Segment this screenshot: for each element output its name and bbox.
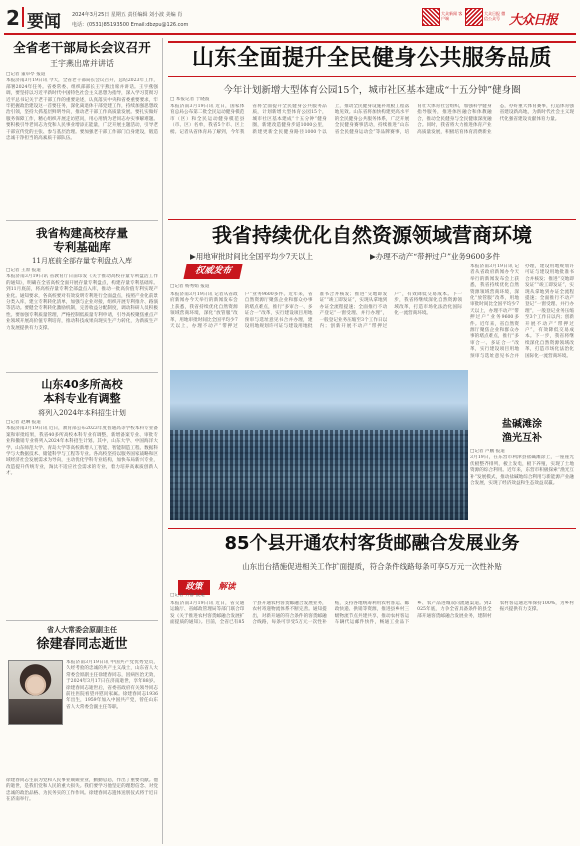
headline-line-1: 山东40多所高校 (41, 378, 123, 391)
bottom-subheadline: 山东出台措施促进相关工作扩面提质，符合条件线路每条可享5万元一次性补贴 (242, 562, 502, 571)
headline: 徐建春同志逝世 (36, 637, 128, 652)
article-elder-cadre-meeting (6, 40, 158, 186)
headline-line-2: 本科专业有调整 (43, 392, 121, 405)
headline-kicker: 省人大常委会原副主任 (47, 625, 117, 634)
mid-body-right: 本报济南3月19日讯 记者从省政府新闻办今天举行的新闻发布会上获悉，我省持续优化自然资源领域营商环境，深化“放管服”改革，用地审批时间比全国平均少7天以上，办理不动产“带押过户”业务9600多件。近年来，省自然资源厅聚焦企业和群众办事的堵点难点，推行“多审合一、多证合一”改革，实行建设项目用地预审与选址意见书合并办理，建设用地规划许可证与建设用地批准书合并核发；推进“交地即发证”“竣工即发证”，实现从拿地到办证全流程提速；全面推行不动产登记“一窗受理、并行办理”，一般登记业务压缩至3个工作日以内；创新开展不动产“带押过户”，有效降低交易成本。下一步，我省将继续深化自然资源领域改革，打造市场化法治化国际化一流营商环境。 (470, 264, 574, 359)
date-line: 2024年3月25日 星期五 责任编辑 刘小波 美编 肖 (72, 12, 183, 18)
article-university-majors (6, 378, 158, 604)
divider (6, 620, 158, 621)
headline-line-2: 专利基础库 (53, 240, 111, 254)
authoritative-release-tag: 权威发布 (183, 264, 242, 279)
masthead (0, 0, 580, 40)
page-number: 2 (6, 6, 20, 30)
photo-caption-line-1: 盐碱滩涂 (502, 419, 542, 430)
page-number-divider (22, 7, 24, 27)
mid-headline-text: 我省持续优化自然资源领域营商环境 (212, 223, 532, 247)
mid-subheadline-right: ▶办理不动产“带押过户”业务9600多件 (370, 252, 501, 261)
qr-code-1[interactable] (422, 8, 440, 26)
article-obituary (6, 625, 158, 653)
obituary-portrait (8, 660, 63, 725)
headline-line-1: 我省构建高校存量 (36, 226, 128, 240)
byline: □记者 王原 报道 (6, 268, 41, 273)
bottom-byline: □记者 齐静 报道 (170, 593, 205, 598)
lead-headline: 山东全面提升全民健身公共服务品质 (191, 46, 552, 71)
qr-code-2[interactable] (465, 8, 483, 26)
email-line: 电话：(0531)85193500 Email:dbzpu@126.com (72, 22, 189, 28)
lead-title-bar (168, 41, 576, 77)
subheadline: 将列入2024年本科招生计划 (38, 409, 126, 417)
mid-headline (168, 219, 576, 249)
divider (6, 372, 158, 373)
solar-panels (170, 430, 468, 520)
policy-tag-label: 政策 (178, 580, 210, 595)
obituary-body-tail: 徐建春同志生前为党和人民事业兢兢业业，勤勤恳恳，作出了重要贡献。他的逝世，是我们党和人民的重大损失。我们要学习他坚定的理想信念、对党忠诚的政治品格、为民务实的工作作风。徐建春同志遗体送别仪式将于近日在济南举行。 (6, 778, 158, 803)
subheadline: 王宇燕出席并讲话 (50, 59, 114, 68)
lead-byline: □ 本报记者 于晓波 (170, 97, 210, 102)
photo-caption-box (470, 418, 574, 518)
article-body: 本报济南3月19日讯 今天，全省老干部局长会议召开，总结2023年工作，部署2024年任务。省委常委、组织部部长王宇燕出席并讲话。王宇燕强调，要坚持以习近平新时代中国特色社会主义思想为指导，深入学习贯彻习近平总书记关于老干部工作的重要论述，认真落实中央和省委重要要求，牢牢把握政治建设这一首要任务，深化离退休干部党建工作，持续加强思想政治引领，坚持大抓基层鲜明导向，推动老干部工作高质量发展。要扎实做好服务保障工作，精心组织开展走访慰问，用心用情为老同志办实事解难题。要积极引导老同志为党和人民事业增添正能量，广泛开展主题活动，引导老干部宣传党的主张、参与基层治理。要加强老干部工作部门自身建设，锻造忠诚干净担当的高素质干部队伍。 (6, 78, 158, 142)
qr-label-1: 大众新闻 客户端 (441, 11, 463, 21)
photo-body: 3月19日，在东营市利津县盐碱滩涂上，一座座光伏板整齐排列，板上发电，板下养殖，实现了土地资源的综合利用。近年来，东营市积极探索“渔光互补”发展模式，推动盐碱地综合利用与新能源产业融合发展，实现了经济效益和生态效益双赢。 (470, 455, 574, 487)
bottom-headline: 85个县开通农村客货邮融合发展业务 (224, 533, 520, 554)
headline: 全省老干部局长会议召开 (13, 40, 151, 55)
divider (6, 220, 158, 221)
mid-byline: □记者 杨秀娟 报道 (170, 284, 210, 289)
solar-fishery-photo (170, 370, 468, 520)
subheadline: 11月底前全部存量专利盘点入库 (32, 257, 132, 265)
photo-byline: □记者 卢鹏 报道 (470, 449, 505, 454)
article-body: 本报济南3月19日讯 近日，教育部公布2023年度普通高等学校本科专业备案和审批结果，我省40多所高校本科专业有调整，新增备案专业、审批专业和撤销专业将列入2024年本科招生计划。其中，山东大学、中国海洋大学、山东师范大学、青岛大学等高校新增人工智能、智能制造工程、数据科学与大数据技术、储能科学与工程等专业。各高校坚持以服务国家战略和区域经济社会发展需求为导向，主动优化学科专业结构，加快布局新兴专业，改造提升传统专业，淘汰不适应社会需求的专业，着力培养高素质创新人才。 (6, 426, 158, 477)
bottom-headline-bar (168, 528, 576, 558)
brand-logo: 大众日报 (509, 13, 558, 28)
qr-label-2: 大众日报 微信公众号 (484, 11, 506, 21)
photo-caption-line-2: 渔光互补 (502, 433, 542, 444)
masthead-rule (4, 33, 576, 35)
policy-tag-interpretation: 解读 (218, 582, 236, 592)
lead-subheadline: 今年计划新增大型体育公园15个，城市社区基本建成“十五分钟”健身圈 (223, 85, 521, 96)
article-patent-database (6, 226, 158, 364)
lead-body: 本报济南3月19日讯 近日，国家体育总局公布第二批全民运动健身模范市（区）和全民运动健身模范县（市、区）名单，我省5个市、区上榜。记者从省体育局了解到，今年我省将全面提升全民健身公共服务品质，计划新增大型体育公园15个，城市社区基本建成“十五分钟”健身圈，新建改造健身步道1000公里，新建更新全民健身路径1000个以上，推动全民健身设施补短板工程落地见效。山东省将加快构建更高水平的全民健身公共服务体系，广泛开展全民健身赛事活动，持续推进“山东省全民健身运动会”等品牌赛事，培育壮大体育社会组织，加强科学健身指导服务，推进体医融合和体教融合，推动全民健身与全民健康深度融合。同时，我省将大力推进体育产业高质量发展，积极培育体育消费新业态，办好重大体育赛事，打造体育强省建设新高地，为新时代社会主义现代化强省建设贡献体育力量。 (170, 104, 574, 135)
mid-subheadline-left: ▶用地审批时间比全国平均少7天以上 (190, 252, 314, 261)
bottom-body: 本报济南3月19日讯 近日，省交通运输厅、省邮政管理局等部门联合印发《关于推进农村客货邮融合发展扩面提质的通知》。目前，全省已有85个县开通农村客货邮融合发展业务，农村寄递物流体系不断完善。通知提出，对新开通的符合条件的客货邮融合线路，每条可享受5万元一次性补贴，支持各地统筹利用农村客运、邮政快递、供销等资源，推进县乡村三级物流节点共建共享，推动农村客运车辆代运邮件快件，畅通工业品下乡、农产品进城双向流通渠道。到2025年底，力争全省具备条件的县全部开通客货邮融合发展业务，建制村农村客运通达率保持100%，为乡村振兴提供有力支撑。 (170, 601, 574, 626)
left-column-divider (162, 38, 163, 844)
byline: □记者 赵琳 报道 (6, 420, 41, 425)
article-body: 本报济南3月19日讯 省教育厅日前印发《关于推动高校存量专利盘活工作的通知》，明确在全省高校全面开展存量专利盘点，构建存量专利基础库。到11月底前，将高校存量专利全部盘点入库，推动一批高价值专利实现产业化。通知要求，各高校要对有效发明专利进行全面盘点，按照产业化前景分类入库，建立专利转化清单，加强与企业对接，组织开展专利推介、路演等活动。要健全专利转化激励机制，完善收益分配制度，调动科研人员积极性。要加强专利质量管理，严格控制低质量专利申请，引导高校聚焦重点产业领域开展高价值专利培育，推动科技成果向现实生产力转化，为新质生产力发展提供有力支撑。 (6, 274, 158, 331)
policy-tag (178, 574, 244, 592)
obituary-body: 本报济南3月19日讯 中国共产党优秀党员，久经考验的忠诚的共产主义战士，山东省人大常委会原副主任徐建春同志，因病医治无效，于2024年3月17日在济南逝世，享年88岁。徐建春同志逝世后，省委省政府有关领导同志前往医院看望并慰问家属。徐建春同志1936年出生，1959年加入中国共产党，曾任山东省人大常委会副主任等职。 (66, 660, 158, 710)
byline: □记者 董卓亭 报道 (6, 72, 46, 77)
section-title: 要闻 (27, 12, 61, 32)
mid-body: 本报济南3月19日讯 记者从省政府新闻办今天举行的新闻发布会上获悉，我省持续优化自然资源领域营商环境，深化“放管服”改革，用地审批时间比全国平均少7天以上，办理不动产“带押过户”业务9600多件。近年来，省自然资源厅聚焦企业和群众办事的堵点难点，推行“多审合一、多证合一”改革，实行建设项目用地预审与选址意见书合并办理，建设用地规划许可证与建设用地批准书合并核发；推进“交地即发证”“竣工即发证”，实现从拿地到办证全流程提速；全面推行不动产登记“一窗受理、并行办理”，一般登记业务压缩至3个工作日以内；创新开展不动产“带押过户”，有效降低交易成本。下一步，我省将继续深化自然资源领域改革，打造市场化法治化国际化一流营商环境。 (170, 292, 462, 330)
